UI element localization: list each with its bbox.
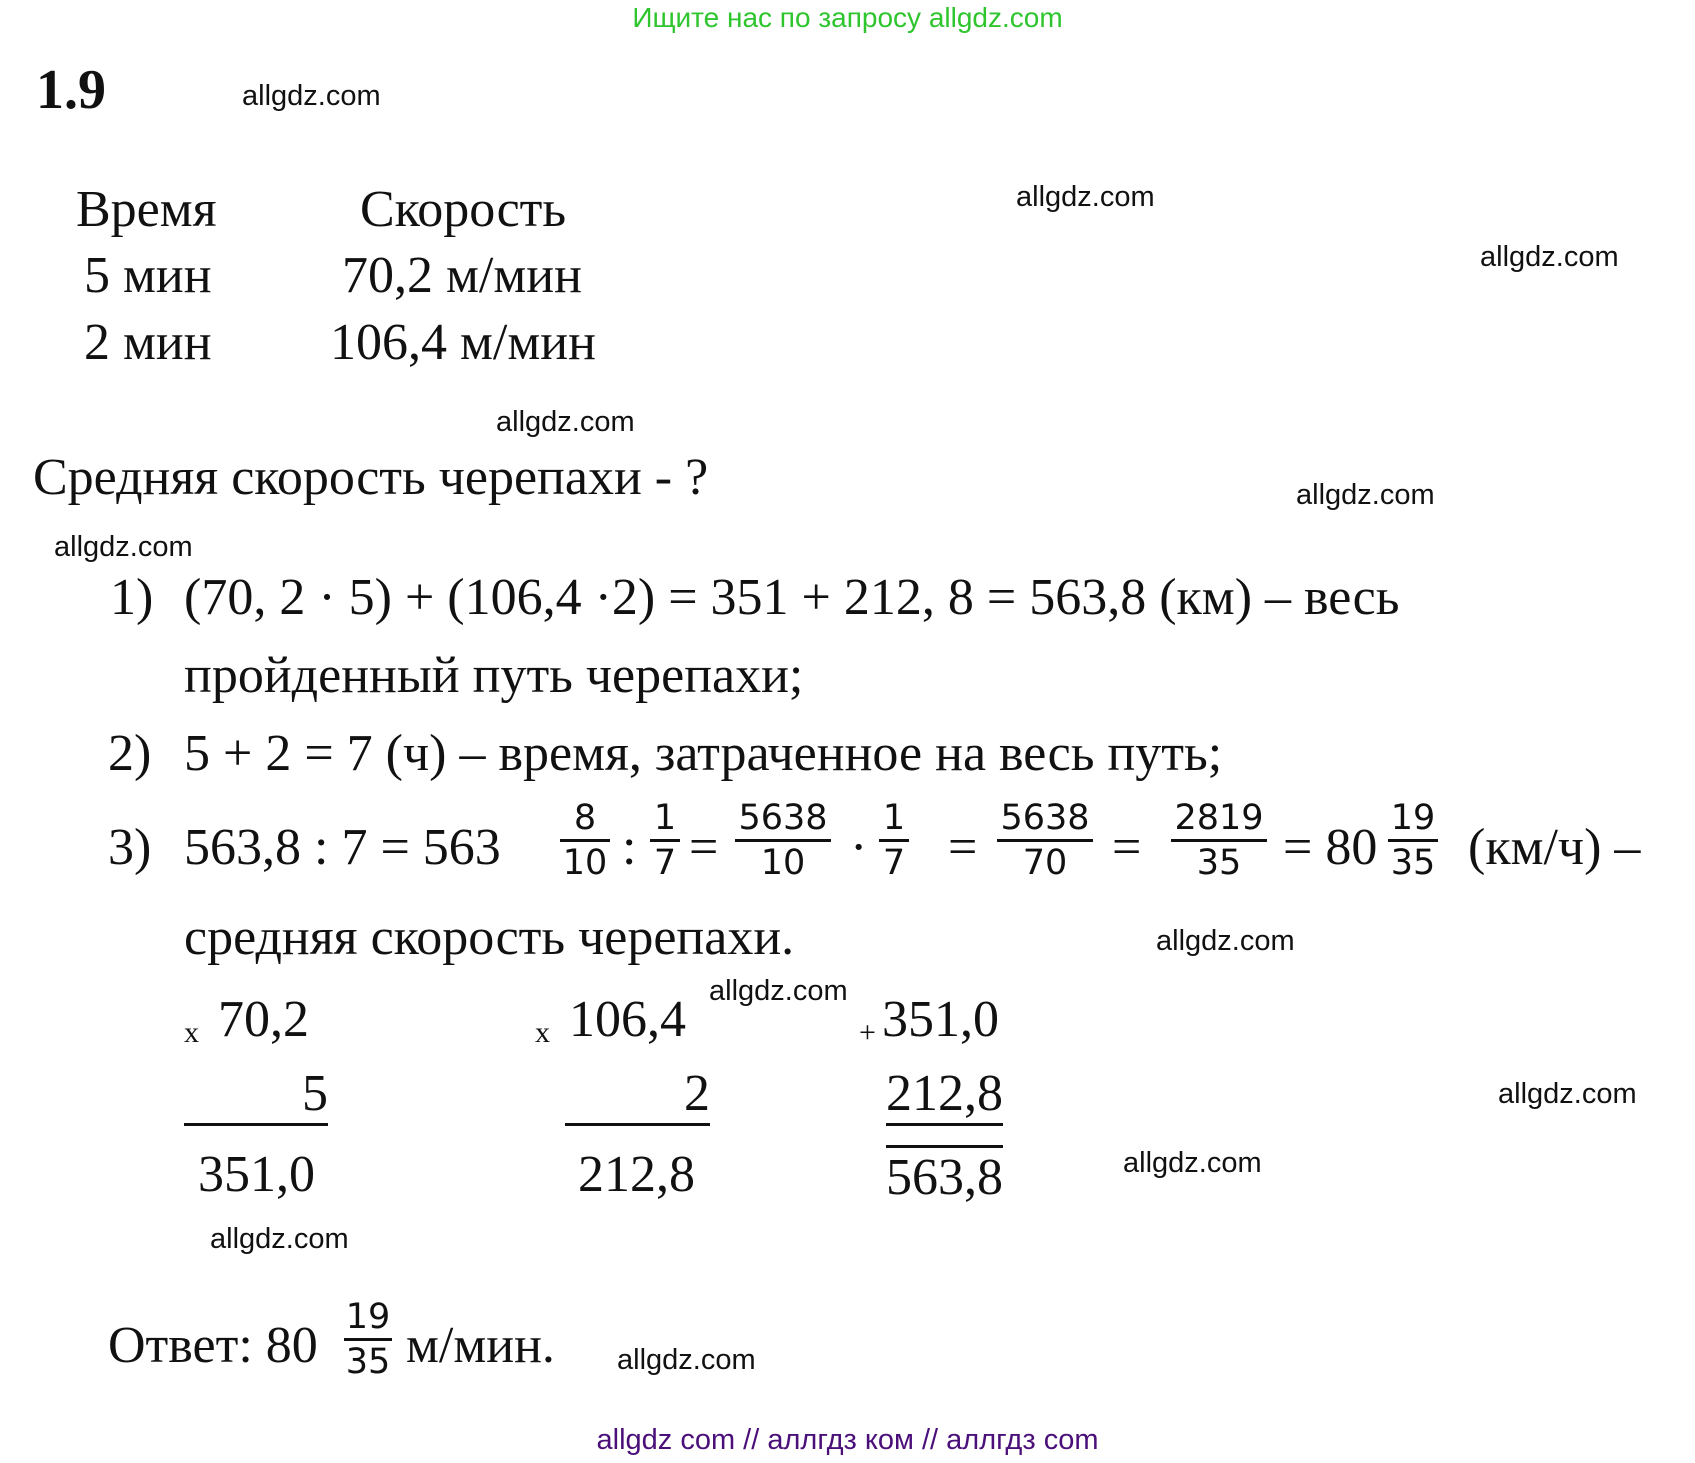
watermark: allgdz.com: [1123, 1147, 1262, 1179]
fraction-denominator: 35: [345, 1342, 391, 1382]
watermark: allgdz.com: [1016, 181, 1155, 213]
fraction-denominator: 10: [760, 843, 806, 883]
fraction: [650, 799, 680, 882]
fraction: [879, 799, 909, 882]
fraction-numerator: 1: [653, 798, 677, 838]
fraction: [1171, 799, 1267, 882]
step-1-line-2: пройденный путь черепахи;: [184, 647, 804, 704]
fraction-bar: [560, 839, 610, 842]
fraction-numerator: 2819: [1174, 798, 1264, 838]
watermark: allgdz.com: [1498, 1078, 1637, 1110]
problem-number: 1.9: [36, 59, 106, 121]
header-time: Время: [76, 181, 217, 238]
fraction-bar: [879, 839, 909, 842]
fraction: [1388, 799, 1438, 882]
watermark: allgdz.com: [242, 80, 381, 112]
fraction-denominator: 35: [1390, 843, 1436, 883]
watermark: allgdz.com: [617, 1344, 756, 1376]
watermark: allgdz.com: [1296, 479, 1435, 511]
question: Средняя скорость черепахи - ?: [33, 449, 709, 506]
header-speed: Скорость: [360, 181, 567, 238]
fraction-denominator: 7: [653, 843, 677, 883]
step-2-label: 2): [108, 725, 152, 782]
plus-sign: +: [859, 1016, 876, 1049]
fraction-numerator: 19: [345, 1297, 391, 1337]
fraction-numerator: 5638: [738, 798, 828, 838]
watermark: allgdz.com: [709, 975, 848, 1007]
row-speed: 106,4 м/мин: [330, 314, 596, 371]
multiply-sign: x: [535, 1016, 550, 1049]
watermark: allgdz.com: [1156, 925, 1295, 957]
fraction-denominator: 35: [1196, 843, 1242, 883]
fraction-denominator: 7: [882, 843, 906, 883]
watermark: allgdz.com: [210, 1223, 349, 1255]
fraction: [560, 799, 610, 882]
column-operand: 351,0: [882, 991, 999, 1048]
fraction-numerator: 5638: [1000, 798, 1090, 838]
step-3-label: 3): [108, 819, 152, 876]
answer-fraction: [344, 1298, 392, 1381]
fraction-bar: [997, 839, 1093, 842]
column-result: 212,8: [578, 1146, 695, 1203]
column-result: 351,0: [198, 1146, 315, 1203]
step-1-line-1: (70, 2 · 5) + (106,4 ·2) = 351 + 212, 8 = 563,8 (км) – весь: [184, 569, 1400, 626]
column-operand: 2: [565, 1064, 710, 1126]
equals-operator: =: [689, 819, 719, 876]
watermark: allgdz.com: [54, 531, 193, 563]
fraction-denominator: 70: [1022, 843, 1068, 883]
column-operand: 5: [184, 1064, 328, 1126]
fraction-bar: [1171, 839, 1267, 842]
column-operand: 212,8: [886, 1064, 1003, 1126]
equals-operator: =: [1112, 819, 1142, 876]
dot-operator: ·: [850, 819, 868, 876]
fraction-denominator: 10: [562, 843, 608, 883]
answer-unit: м/мин.: [406, 1317, 555, 1374]
watermark: allgdz.com: [496, 406, 635, 438]
answer-prefix: Ответ: 80: [108, 1317, 318, 1374]
step-3-lead: 563,8 : 7 = 563: [184, 819, 501, 876]
step-3-line-2: средняя скорость черепахи.: [184, 909, 795, 966]
column-result: 563,8: [886, 1145, 1003, 1207]
column-operand: 106,4: [569, 991, 686, 1048]
step-1-label: 1): [110, 569, 154, 626]
row-time: 5 мин: [84, 247, 212, 304]
fraction: [997, 799, 1093, 882]
top-banner: Ищите нас по запросу allgdz.com: [632, 2, 1063, 33]
equals-operator: =: [948, 819, 978, 876]
multiply-sign: x: [184, 1016, 199, 1049]
equals-80: = 80: [1283, 819, 1378, 876]
colon-operator: :: [622, 819, 637, 876]
fraction-bar: [344, 1338, 392, 1341]
fraction-numerator: 19: [1390, 798, 1436, 838]
column-operand: 70,2: [218, 991, 309, 1048]
row-speed: 70,2 м/мин: [342, 247, 582, 304]
fraction-numerator: 8: [573, 798, 597, 838]
fraction-bar: [1388, 839, 1438, 842]
fraction-bar: [650, 839, 680, 842]
fraction-bar: [735, 839, 831, 842]
step-2-line: 5 + 2 = 7 (ч) – время, затраченное на весь путь;: [184, 725, 1223, 782]
footer-links: allgdz com // аллгдз ком // аллгдз com: [596, 1424, 1099, 1456]
fraction-numerator: 1: [882, 798, 906, 838]
watermark: allgdz.com: [1480, 241, 1619, 273]
fraction: [735, 799, 831, 882]
row-time: 2 мин: [84, 314, 212, 371]
step-3-unit: (км/ч) –: [1468, 819, 1641, 876]
